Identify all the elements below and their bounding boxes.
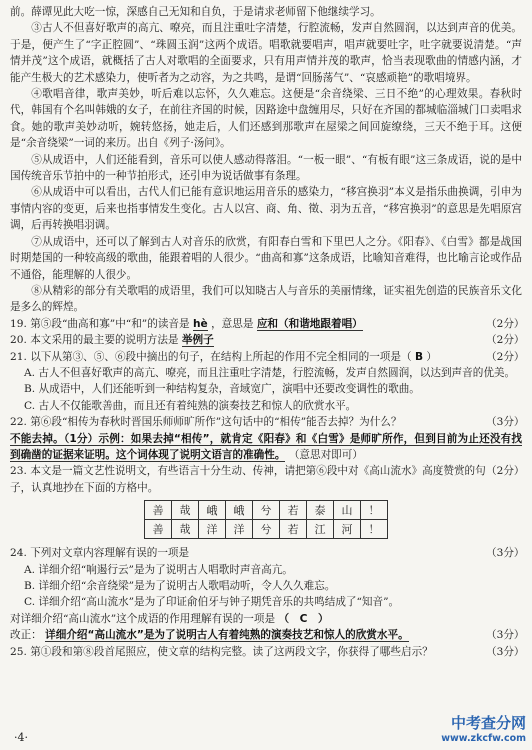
site-watermark — [441, 712, 526, 744]
q21-option-b: B. 从成语中，人们还能听到一种结构复杂，音域宽广，演唱中还要改变调性的歌曲。 — [24, 383, 420, 396]
q24-option-b: B. 详细介绍“余音绕梁”是为了说明古人歌唱动听，令人久久难忘。 — [24, 580, 336, 592]
q24-correction: 详细介绍“高山流水”是为了说明古人有着纯熟的演奏技艺和惊人的欣赏水平。 — [45, 629, 409, 642]
grid-cell: 兮 — [253, 520, 280, 539]
passage-para-1: ③古人不但喜好歌声的高亢、嘹亮，而且注重吐字清楚，行腔流畅，发声自然圆润，以达到声音的优美。于是，便产生了“字正腔圆”、“珠圆玉润”这两个成语。唱歌就要唱声，唱声就要吐字，吐字就要说清楚。“声情并茂”这个成语，就概括了古人对歌唱的全面要求，只有用声情并茂的歌声，恰当表现歌曲的情感内涵，才能产生极大的艺术感染力，使听者为之动容，为之共鸣，是谓“回肠荡气”、“哀感顽艳”的歌唱境界。 — [10, 22, 522, 84]
q23-text: 23. 本文是一篇文艺性说明文，有些语言十分生动、传神，请把第⑥段中对《高山流水》高度赞赏的句子，认真地抄在下面的方格中。 — [10, 465, 486, 494]
grid-cell: 峨 — [199, 501, 226, 520]
q23-points: （2分） — [486, 465, 525, 478]
passage-para-6: ⑧从精彩的部分有关歌唱的成语里，我们可以知晓古人与音乐的美丽情缘，证实祖先创造的民族音乐文化是多么的辉煌。 — [10, 284, 522, 314]
q21-tail: ） — [426, 350, 438, 363]
grid-cell: 兮 — [253, 501, 280, 520]
q20-text: 20. 本文采用的最主要的说明方法是 — [10, 334, 179, 347]
grid-row-1 — [145, 501, 388, 520]
q22-answer-block — [10, 431, 522, 464]
grid-cell: ！ — [361, 520, 388, 539]
grid-cell: 洋 — [199, 520, 226, 539]
question-20 — [10, 332, 525, 348]
grid-cell: 洋 — [226, 520, 253, 539]
q24-option-c: C. 详细介绍“高山流水”是为了印证俞伯牙与钟子期凭音乐的共鸣结成了“知音”。 — [24, 596, 400, 609]
q24-tail — [10, 611, 522, 627]
q19-text: 19. 第⑤段“曲高和寡”中“和”的读音是 — [10, 317, 190, 330]
q21-points: （2分） — [486, 350, 525, 363]
grid-cell: 若 — [280, 501, 307, 520]
q24-tail-points: （3分） — [486, 629, 525, 642]
question-22 — [10, 414, 525, 430]
grid-cell: 善 — [145, 501, 172, 520]
q24-answer: （ C ） — [278, 612, 329, 625]
q20-answer: 举例子 — [181, 334, 214, 347]
q21-answer: B — [414, 350, 424, 363]
q22-points: （3分） — [486, 416, 525, 429]
q24-option-a: A. 详细介绍“响遏行云”是为了说明古人唱歌时声音高亢。 — [24, 563, 293, 576]
grid-cell: 山 — [334, 501, 361, 520]
q25-text: 25. 第①段和第⑧段首尾照应，使文章的结构完整。读了这两段文字，你获得了哪些启示？ — [10, 645, 433, 658]
question-25 — [10, 644, 525, 660]
grid-cell: 河 — [334, 520, 361, 539]
q22-text: 22. 第⑥段“相传为春秋时晋国乐师师旷所作”这句话中的“相传”能否去掉？为什么？ — [10, 416, 402, 429]
q19-answer-meaning: 应和（和谐地跟着唱） — [256, 317, 363, 330]
q22-answer: 不能去掉。（1分）示例：如果去掉“相传”，就肯定《阳春》和《白雪》是师旷所作，但到目前为止还没有找到确凿的证据来证明。这个词体现了说明文语言的准确性。 — [10, 432, 522, 461]
passage-para-4: ⑥从成语中可以看出，古代人们已能有意识地运用音乐的感染力，“移宫换羽”本义是指乐曲换调，引申为事情内容的变更，后来也指事情发生变化。古人以宫、商、角、徵、羽为五音，“移宫换羽”的意思是先唱原宫调，后再转换唱羽调。 — [10, 186, 522, 232]
question-19 — [10, 316, 525, 332]
passage-para-0: 前。薛谭见此大吃一惊，深感自己无知和自负，于是请求老师留下他继续学习。 — [10, 6, 381, 18]
grid-cell: 哉 — [172, 501, 199, 520]
q21-option-a: A. 古人不但喜好歌声的高亢、嘹亮，而且注重吐字清楚，行腔流畅，发声自然圆润，以达到声音的优美。 — [24, 366, 516, 379]
q25-points: （3分） — [486, 645, 525, 658]
q24-text: 24. 下列对文章内容理解有误的一项是 — [10, 547, 190, 560]
grid-cell: 善 — [145, 520, 172, 539]
q19-answer-pinyin: hè — [192, 317, 208, 330]
grid-cell: 峨 — [226, 501, 253, 520]
q19-mid: ，意思是 — [211, 317, 254, 330]
q22-note: （意思对即可） — [288, 448, 363, 461]
reading-passage — [10, 4, 522, 316]
q24-correction-row — [10, 627, 525, 643]
grid-cell: 泰 — [307, 501, 334, 520]
grid-cell: 江 — [307, 520, 334, 539]
q24-points: （3分） — [486, 547, 525, 560]
q24-tail-text: 对详细介绍“高山流水”这个成语的作用理解有误的一项是 — [10, 612, 276, 625]
question-23 — [10, 463, 525, 496]
passage-para-5: ⑦从成语中，还可以了解到古人对音乐的欣赏，有阳春白雪和下里巴人之分。《阳春》、《白雪》都是战国时期楚国的一种较高级的歌曲，能跟着唱的人很少。“曲高和寡”这条成语，比喻知音难得，也比喻言论或作品不通俗，能理解的人很少。 — [10, 235, 522, 281]
question-24 — [10, 545, 525, 561]
q21-text: 21. 以下从第③、⑤、⑥段中摘出的句子，在结构上所起的作用不完全相同的一项是（ — [10, 350, 412, 363]
grid-cell: 若 — [280, 520, 307, 539]
grid-cell: ！ — [361, 501, 388, 520]
q21-option-c: C. 古人不仅能歌善曲，而且还有着纯熟的演奏技艺和惊人的欣赏水平。 — [24, 399, 357, 412]
watermark-url: www.zkcfw.com — [441, 733, 526, 744]
passage-para-3: ⑤从成语中，人们还能看到，音乐可以使人感动得落泪。“一板一眼”、“有板有眼”这三条成语，说的是中国传统音乐节拍中的一种节拍形式，还引申为说话做事有条理。 — [10, 153, 522, 183]
grid-row-2 — [145, 520, 388, 539]
answer-grid — [10, 500, 522, 539]
q24-correction-label: 改正： — [10, 629, 42, 642]
grid-cell: 哉 — [172, 520, 199, 539]
watermark-title: 中考查分网 — [450, 714, 526, 732]
page-number: ·4· — [14, 731, 28, 744]
q19-points: （2分） — [486, 317, 525, 330]
passage-para-2: ④歌唱音律，歌声美妙，听后难以忘怀，久久难忘。这便是“余音绕梁、三日不绝”的心理效果。春秋时代，韩国有个名叫韩娥的女子，在前往齐国的时候，因路途中盘缠用尽，只好在齐国的都城临淄城门口卖唱求食。她的歌声美妙动听，婉转悠扬，她走后，人们还感到那歌声在屋梁之间回旋缭绕，三天不绝于耳。这便是“余音绕梁”一词的来历。出自《列子·汤问》。 — [10, 88, 522, 150]
q20-points: （2分） — [486, 334, 525, 347]
question-21 — [10, 349, 525, 365]
answer-grid-table — [144, 500, 388, 539]
